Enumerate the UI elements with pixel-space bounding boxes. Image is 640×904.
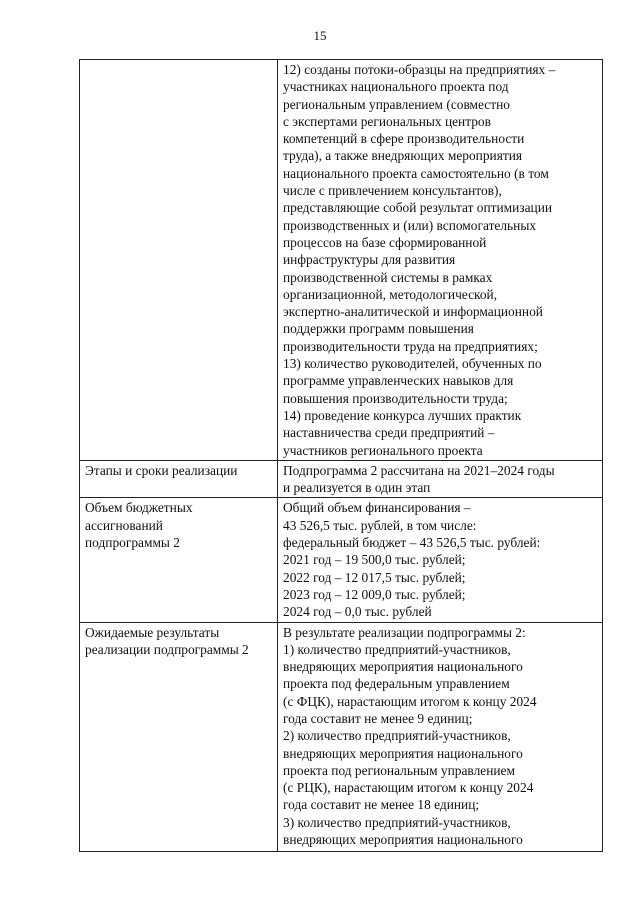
text-line: экспертно-аналитической и информационной <box>283 304 543 320</box>
text-line: 13) количество руководителей, обученных по <box>283 356 542 372</box>
text-line: внедряющих мероприятия национального <box>283 659 523 675</box>
row-content-cell <box>278 60 603 461</box>
text-line: подпрограммы 2 <box>85 535 180 551</box>
text-line: с экспертами региональных центров <box>283 113 491 129</box>
text-line: 2024 год – 0,0 тыс. рублей <box>283 604 432 620</box>
text-line: национального проекта самостоятельно (в том <box>283 165 549 181</box>
text-line: Объем бюджетных <box>85 500 193 516</box>
text-line: 1) количество предприятий-участников, <box>283 641 511 657</box>
text-line: 2021 год – 19 500,0 тыс. рублей; <box>283 552 466 568</box>
text-line: участников регионального проекта <box>283 442 483 458</box>
text-line: Общий объем финансирования – <box>283 500 471 516</box>
text-line: реализации подпрограммы 2 <box>85 641 249 657</box>
text-line: (с ФЦК), нарастающим итогом к концу 2024 <box>283 693 537 709</box>
row-content-cell <box>278 460 603 498</box>
text-line: 43 526,5 тыс. рублей, в том числе: <box>283 517 477 533</box>
text-line: труда), а также внедряющих мероприятия <box>283 148 523 164</box>
text-line: ассигнований <box>85 517 163 533</box>
text-line: года составит не менее 18 единиц; <box>283 797 480 813</box>
text-line: Этапы и сроки реализации <box>85 462 238 478</box>
table-row-budget <box>80 498 603 622</box>
text-line: производительности труда на предприятиях; <box>283 338 538 354</box>
text-line: компетенций в сфере производительности <box>283 131 525 147</box>
text-line: проекта под региональным управлением <box>283 762 515 778</box>
text-line: Подпрограмма 2 рассчитана на 2021–2024 годы <box>283 462 555 478</box>
text-line: 2023 год – 12 009,0 тыс. рублей; <box>283 586 466 602</box>
text-line: 3) количество предприятий-участников, <box>283 814 511 830</box>
text-line: В результате реализации подпрограммы 2: <box>283 624 526 640</box>
text-line: инфраструктуры для развития <box>283 252 456 268</box>
text-line: поддержки программ повышения <box>283 321 474 337</box>
text-line: года составит не менее 9 единиц; <box>283 710 473 726</box>
text-line: федеральный бюджет – 43 526,5 тыс. рублей: <box>283 535 541 551</box>
text-line: наставничества среди предприятий – <box>283 425 495 441</box>
row-label-cell <box>80 60 278 461</box>
text-line: 2022 год – 12 017,5 тыс. рублей; <box>283 569 466 585</box>
text-line: участниках национального проекта под <box>283 79 509 95</box>
text-line: проекта под федеральным управлением <box>283 676 510 692</box>
text-line: региональным управлением (совместно <box>283 96 510 112</box>
text-line: и реализуется в один этап <box>283 480 431 496</box>
row-label-cell <box>80 498 278 622</box>
text-line: (с РЦК), нарастающим итогом к концу 2024 <box>283 780 534 796</box>
table-row-results-continued <box>80 60 603 461</box>
table-row-expected-results <box>80 622 603 851</box>
text-line: внедряющих мероприятия национального <box>283 832 523 848</box>
table-row-stages <box>80 460 603 498</box>
text-line: процессов на базе сформированной <box>283 234 487 250</box>
text-line: повышения производительности труда; <box>283 390 508 406</box>
text-line: представляющие собой результат оптимизации <box>283 200 553 216</box>
text-line: производственной системы в рамках <box>283 269 493 285</box>
text-line: Ожидаемые результаты <box>85 624 220 640</box>
text-line: внедряющих мероприятия национального <box>283 745 523 761</box>
text-line: 2) количество предприятий-участников, <box>283 728 511 744</box>
row-label-cell <box>80 460 278 498</box>
row-label-cell <box>80 622 278 851</box>
text-line: программе управленческих навыков для <box>283 373 514 389</box>
text-line: 12) созданы потоки-образцы на предприятиях – <box>283 62 556 77</box>
text-line: 14) проведение конкурса лучших практик <box>283 407 522 423</box>
text-line: числе с привлечением консультантов), <box>283 183 502 199</box>
row-content-cell <box>278 622 603 851</box>
text-line: организационной, методологической, <box>283 286 498 302</box>
row-content-cell <box>278 498 603 622</box>
text-line: производственных и (или) вспомогательных <box>283 217 537 233</box>
program-passport-table <box>79 59 603 852</box>
page-number: 15 <box>313 28 327 43</box>
